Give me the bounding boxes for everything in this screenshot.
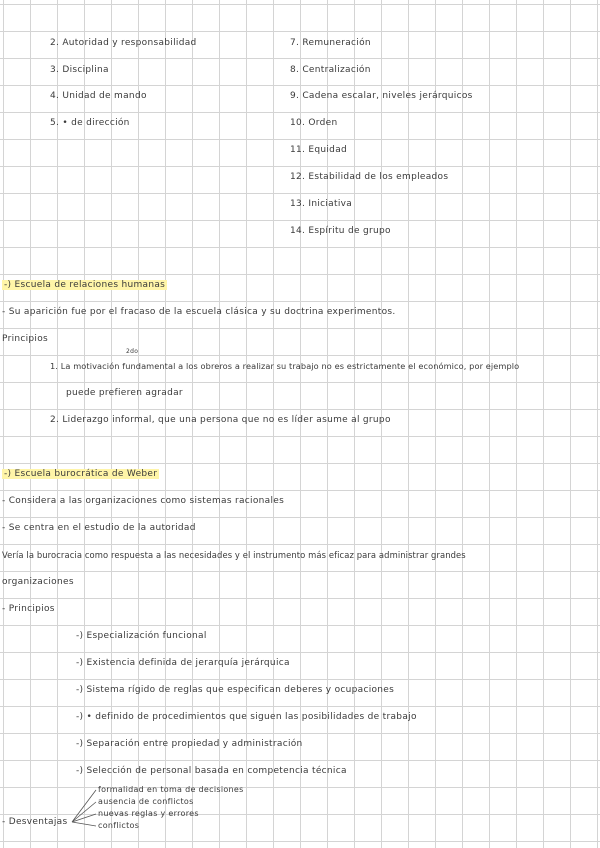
- section-title: -) Escuela burocrática de Weber: [4, 469, 158, 479]
- list-item: 8. Centralización: [290, 65, 371, 75]
- brace-lines: [70, 784, 100, 834]
- list-item: 5. • de dirección: [50, 118, 130, 128]
- principle-item: -) • definido de procedimientos que siguen las posibilidades de trabajo: [76, 712, 417, 722]
- section-heading: [2, 279, 167, 291]
- list-item: 12. Estabilidad de los empleados: [290, 172, 449, 182]
- paragraph-cont: organizaciones: [2, 577, 74, 587]
- drawback-item: nuevas reglas y errores: [98, 809, 199, 818]
- principle-item: -) Especialización funcional: [76, 631, 207, 641]
- paragraph: - Su aparición fue por el fracaso de la escuela clásica y su doctrina experimentos.: [2, 307, 396, 317]
- list-item: 3. Disciplina: [50, 65, 109, 75]
- principle-item: -) Sistema rígido de reglas que especifican deberes y ocupaciones: [76, 685, 395, 695]
- section-heading: [2, 468, 159, 480]
- drawback-item: conflictos: [98, 821, 140, 830]
- list-item: 13. Iniciativa: [290, 199, 353, 209]
- paragraph: - Se centra en el estudio de la autoridad: [2, 523, 196, 533]
- principle-item: -) Existencia definida de jerarquía jerárquica: [76, 658, 290, 668]
- list-item: 2. Autoridad y responsabilidad: [50, 38, 197, 48]
- list-item: 11. Equidad: [290, 145, 348, 155]
- paragraph: - Considera a las organizaciones como sistemas racionales: [2, 496, 285, 506]
- list-item: 7. Remuneración: [290, 38, 371, 48]
- section-title: -) Escuela de relaciones humanas: [4, 280, 166, 290]
- list-item: 9. Cadena escalar, niveles jerárquicos: [290, 91, 473, 101]
- subheading: Principios: [2, 334, 49, 344]
- drawback-item: ausencia de conflictos: [98, 797, 194, 806]
- drawbacks-label: - Desventajas: [2, 817, 68, 827]
- subheading: - Principios: [2, 604, 55, 614]
- principle-item: 1. La motivación fundamental a los obreros a realizar su trabajo no es estrictamente el económico, por ejemplo: [50, 361, 520, 371]
- principle-item: -) Separación entre propiedad y administración: [76, 739, 303, 749]
- principle-item: 2. Liderazgo informal, que una persona que no es líder asume al grupo: [50, 415, 391, 425]
- list-item: 4. Unidad de mando: [50, 91, 147, 101]
- list-item: 14. Espíritu de grupo: [290, 226, 391, 236]
- principle-item: -) Selección de personal basada en competencia técnica: [76, 766, 347, 776]
- annotation: 2do: [126, 348, 139, 355]
- paragraph: Vería la burocracia como respuesta a las necesidades y el instrumento más eficaz para administrar grandes: [2, 550, 466, 560]
- drawback-item: formalidad en toma de decisiones: [98, 785, 244, 794]
- principle-item-cont: puede prefieren agradar: [66, 388, 183, 398]
- list-item: 10. Orden: [290, 118, 338, 128]
